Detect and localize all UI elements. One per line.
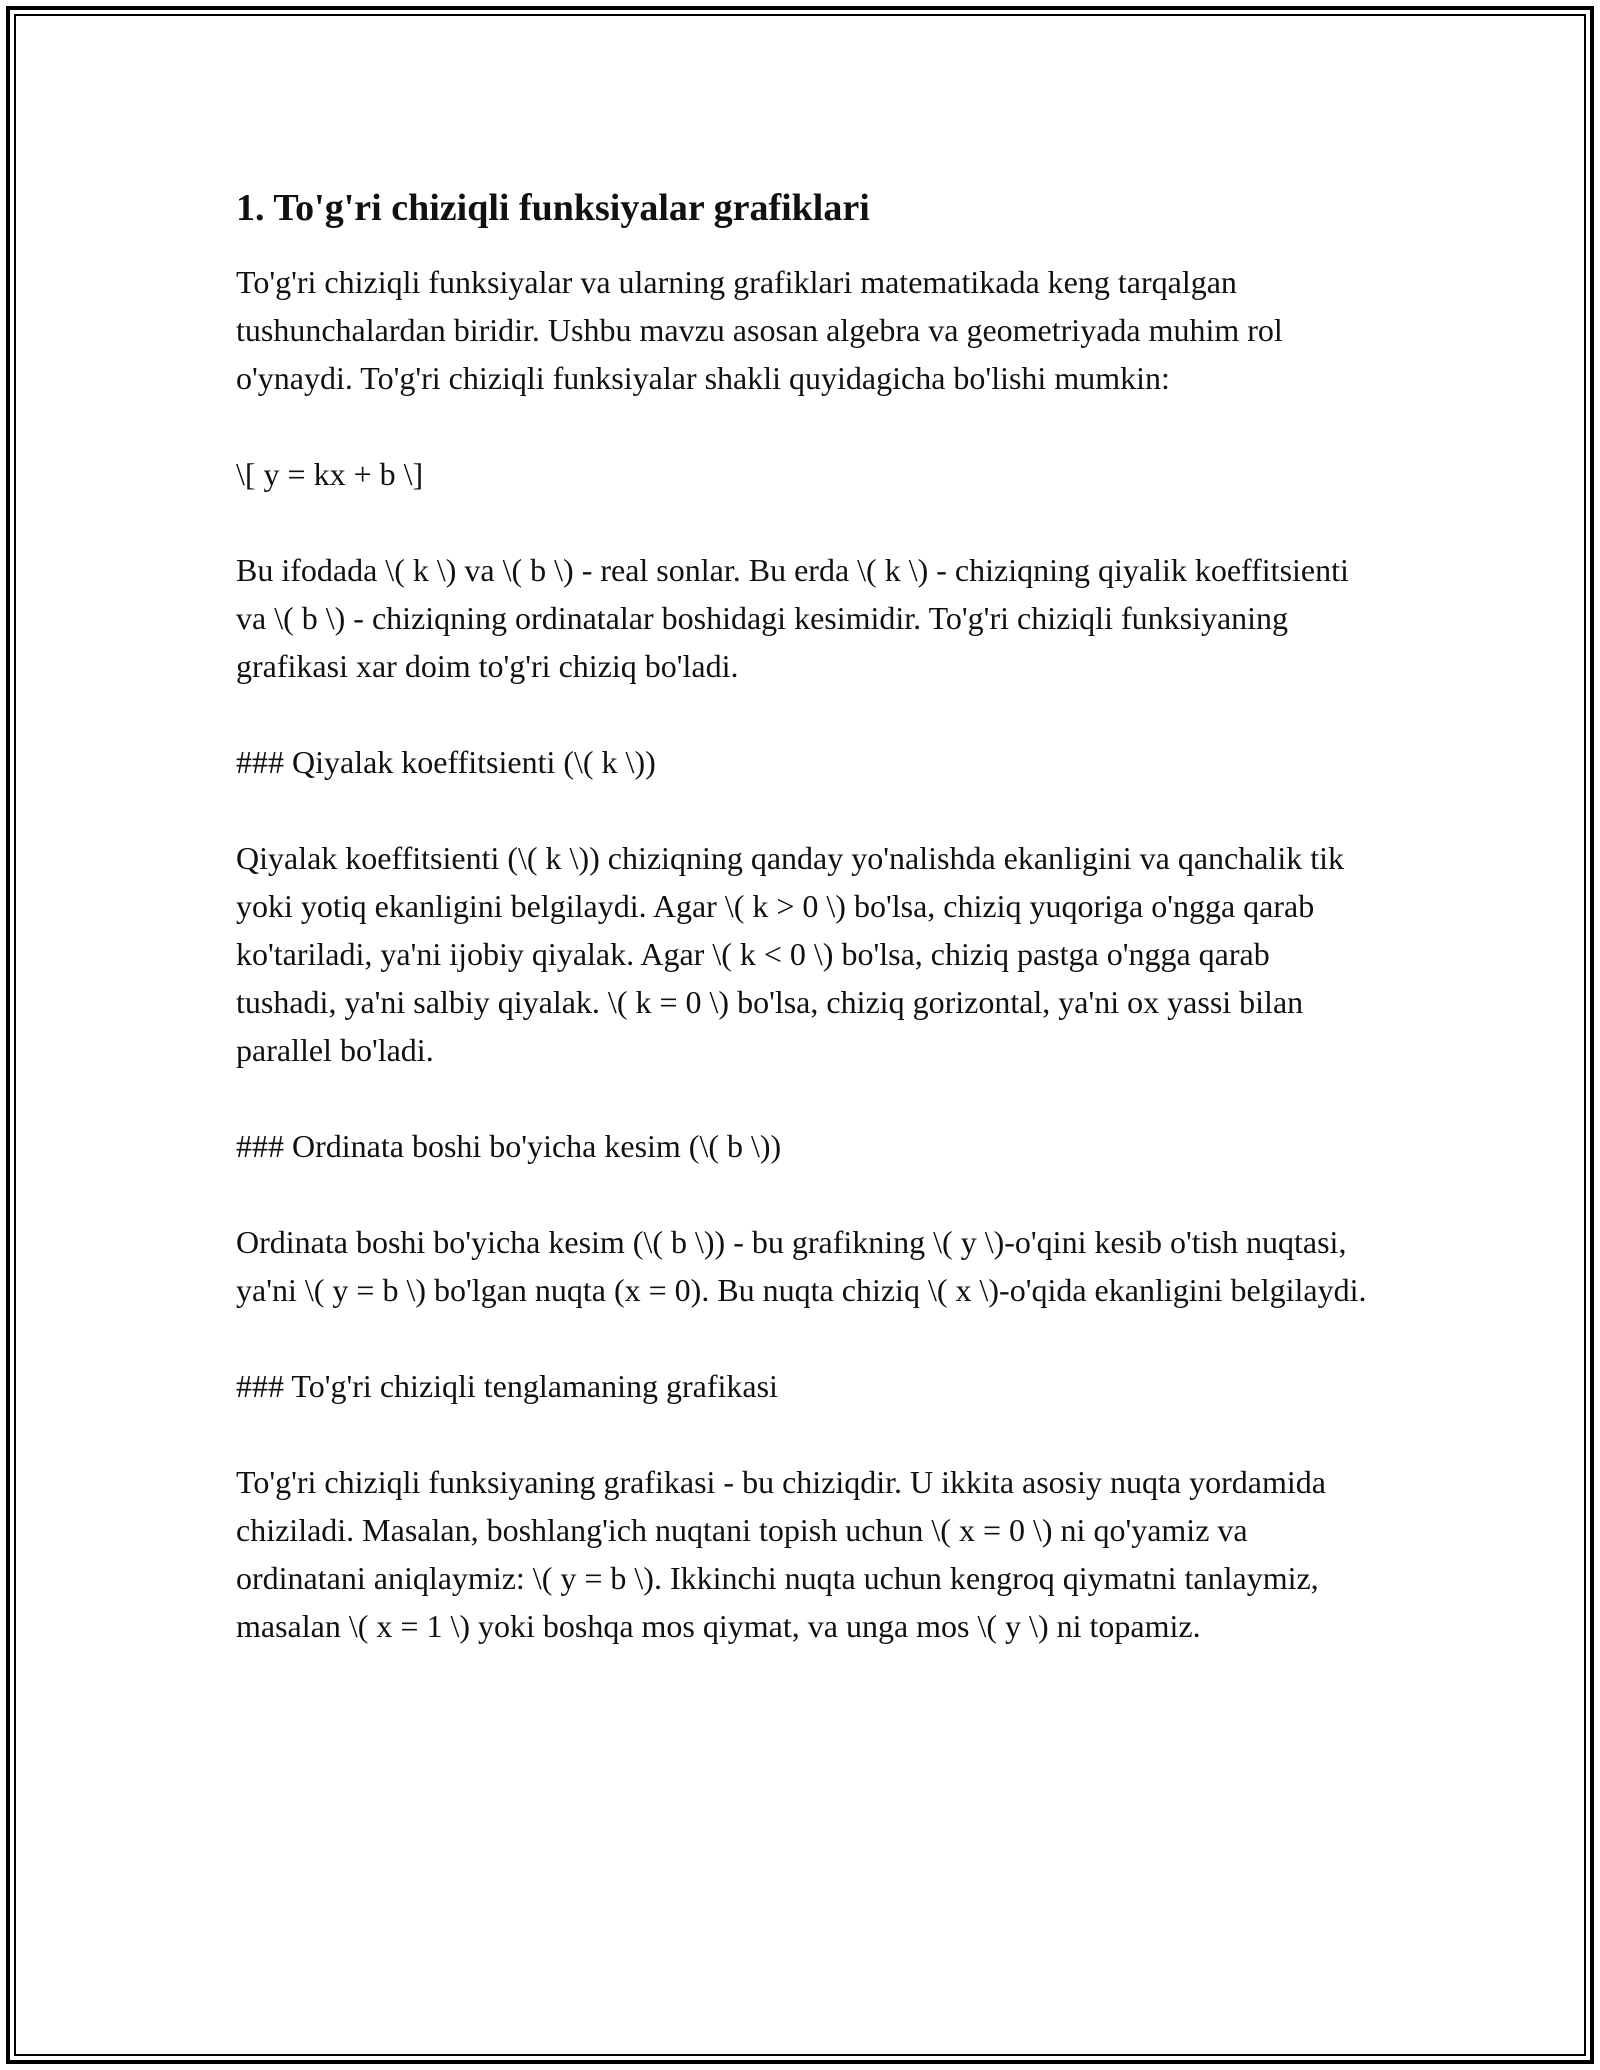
equation-line: \[ y = kx + b \] xyxy=(236,455,424,492)
intro-paragraph: To'g'ri chiziqli funksiyalar va ularning grafiklari matematikada keng tarqalgan tushunchalardan biridir. Ushbu mavzu asosan algebra va geometriyada muhim rol o'ynaydi. To'g'ri chiziqli funksiyalar shakli quyidagicha bo'lishi mumkin: xyxy=(236,263,1283,396)
definition-paragraph: Bu ifodada \( k \) va \( b \) - real sonlar. Bu erda \( k \) - chiziqning qiyalik koeffitsienti va \( b \) - chiziqning ordinatalar boshidagi kesimidir. To'g'ri chiziqli funksiyaning grafikasi xar doim to'g'ri chiziq bo'ladi. xyxy=(236,551,1349,684)
graph-paragraph: To'g'ri chiziqli funksiyaning grafikasi - bu chiziqdir. U ikkita asosiy nuqta yordamida chiziladi. Masalan, boshlang'ich nuqtani topish uchun \( x = 0 \) ni qo'yamiz va ordinatani aniqlaymiz: \( y = b \). Ikkinchi nuqta uchun kengroq qiymatni tanlaymiz, masalan \( x = 1 \) yoki boshqa mos qiymat, va unga mos \( y \) ni topamiz. xyxy=(236,1463,1326,1644)
document-body xyxy=(236,186,1372,1650)
document-title: 1. To'g'ri chiziqli funksiyalar grafiklari xyxy=(236,187,870,229)
section-heading-slope: ### Qiyalak koeffitsienti (\( k \)) xyxy=(236,743,656,780)
section-heading-intercept: ### Ordinata boshi bo'yicha kesim (\( b \)) xyxy=(236,1127,782,1164)
slope-paragraph: Qiyalak koeffitsienti (\( k \)) chiziqning qanday yo'nalishda ekanligini va qanchalik tik yoki yotiq ekanligini belgilaydi. Agar \( k > 0 \) bo'lsa, chiziq yuqoriga o'ngga qarab ko'tariladi, ya'ni ijobiy qiyalak. Agar \( k < 0 \) bo'lsa, chiziq pastga o'ngga qarab tushadi, ya'ni salbiy qiyalak. \( k = 0 \) bo'lsa, chiziq gorizontal, ya'ni ox yassi bilan parallel bo'ladi. xyxy=(236,839,1344,1068)
intercept-paragraph: Ordinata boshi bo'yicha kesim (\( b \)) - bu grafikning \( y \)-o'qini kesib o'tish nuqtasi, ya'ni \( y = b \) bo'lgan nuqta (x = 0). Bu nuqta chiziq \( x \)-o'qida ekanligini belgilaydi. xyxy=(236,1223,1367,1308)
section-heading-graph: ### To'g'ri chiziqli tenglamaning grafikasi xyxy=(236,1367,778,1404)
